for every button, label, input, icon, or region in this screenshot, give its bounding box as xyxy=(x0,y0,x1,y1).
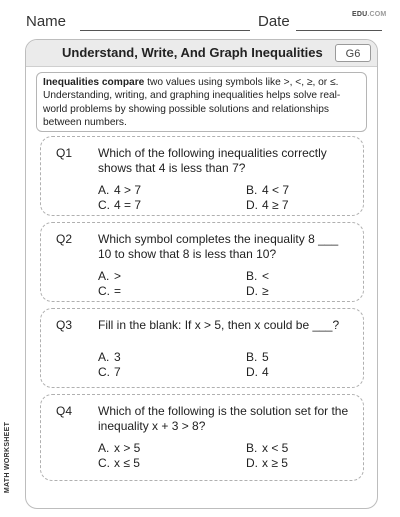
intro-box xyxy=(36,72,367,132)
question-number: Q1 xyxy=(56,146,73,160)
option-value: ≥ xyxy=(262,284,269,298)
option-value: x > 5 xyxy=(114,441,141,455)
option-letter: A. xyxy=(98,441,110,455)
option-letter: D. xyxy=(246,198,258,212)
option-letter: A. xyxy=(98,269,110,283)
option-value: 4 ≥ 7 xyxy=(262,198,289,212)
side-label xyxy=(6,420,18,500)
worksheet-sheet xyxy=(25,39,378,509)
worksheet-header xyxy=(0,0,400,40)
option-value: = xyxy=(114,284,122,298)
option-a[interactable] xyxy=(98,269,121,283)
option-c[interactable] xyxy=(98,284,121,298)
option-b[interactable] xyxy=(246,350,269,364)
question-text: Which of the following is the solution set for the inequality x + 3 > 8? xyxy=(98,404,349,433)
question-text: Fill in the blank: If x > 5, then x could be ___? xyxy=(98,318,340,332)
math-worksheet-label: MATH WORKSHEET xyxy=(4,421,12,494)
option-a[interactable] xyxy=(98,441,140,455)
option-letter: A. xyxy=(98,183,110,197)
option-value: x ≥ 5 xyxy=(262,456,288,470)
worksheet-title: Understand, Write, And Graph Inequalities xyxy=(62,45,323,60)
option-value: 4 < 7 xyxy=(262,183,290,197)
question-text: Which symbol completes the inequality 8 ___ 10 to show that 8 is less than 10? xyxy=(98,232,339,261)
question-text: Which of the following inequalities correctly shows that 4 is less than 7? xyxy=(98,146,327,175)
option-value: > xyxy=(114,269,122,283)
option-letter: B. xyxy=(246,183,258,197)
option-d[interactable] xyxy=(246,284,269,298)
name-line[interactable] xyxy=(80,30,250,31)
option-b[interactable] xyxy=(246,269,269,283)
question-card xyxy=(40,394,364,481)
option-value: 7 xyxy=(114,365,121,379)
option-letter: B. xyxy=(246,350,258,364)
option-c[interactable] xyxy=(98,198,141,212)
option-value: 4 xyxy=(262,365,269,379)
option-value: 4 > 7 xyxy=(114,183,142,197)
option-letter: C. xyxy=(98,198,110,212)
option-letter: D. xyxy=(246,284,258,298)
intro-text: two values using symbols like >, <, ≥, or ≤. Understanding, writing, and graphing inequalities helps solve real-world problems by showing possible solutions and relationships between numbers. xyxy=(43,77,341,128)
option-value: < xyxy=(262,269,270,283)
option-value: x < 5 xyxy=(262,441,289,455)
option-letter: C. xyxy=(98,284,110,298)
question-card xyxy=(40,136,364,216)
date-label: Date xyxy=(258,13,290,30)
option-b[interactable] xyxy=(246,441,288,455)
question-card xyxy=(40,308,364,388)
question-number: Q3 xyxy=(56,318,73,332)
option-b[interactable] xyxy=(246,183,289,197)
intro-bold: Inequalities compare xyxy=(43,77,145,88)
option-value: 4 = 7 xyxy=(114,198,142,212)
option-letter: C. xyxy=(98,365,110,379)
option-letter: B. xyxy=(246,441,258,455)
option-c[interactable] xyxy=(98,365,121,379)
option-letter: D. xyxy=(246,456,258,470)
grade-badge: G6 xyxy=(335,44,371,62)
edu-logo xyxy=(352,11,386,18)
logo-suffix: .COM xyxy=(367,11,387,18)
option-d[interactable] xyxy=(246,456,288,470)
question-card xyxy=(40,222,364,302)
question-number: Q2 xyxy=(56,232,73,246)
question-number: Q4 xyxy=(56,404,73,418)
option-letter: B. xyxy=(246,269,258,283)
option-value: 5 xyxy=(262,350,269,364)
option-letter: C. xyxy=(98,456,110,470)
logo-text: EDU xyxy=(352,11,368,18)
option-letter: A. xyxy=(98,350,110,364)
title-bar xyxy=(26,40,377,67)
option-a[interactable] xyxy=(98,350,121,364)
option-c[interactable] xyxy=(98,456,140,470)
name-label: Name xyxy=(26,13,67,30)
option-value: x ≤ 5 xyxy=(114,456,140,470)
option-letter: D. xyxy=(246,365,258,379)
option-d[interactable] xyxy=(246,198,289,212)
option-value: 3 xyxy=(114,350,121,364)
date-line[interactable] xyxy=(296,30,382,31)
option-a[interactable] xyxy=(98,183,141,197)
option-d[interactable] xyxy=(246,365,269,379)
